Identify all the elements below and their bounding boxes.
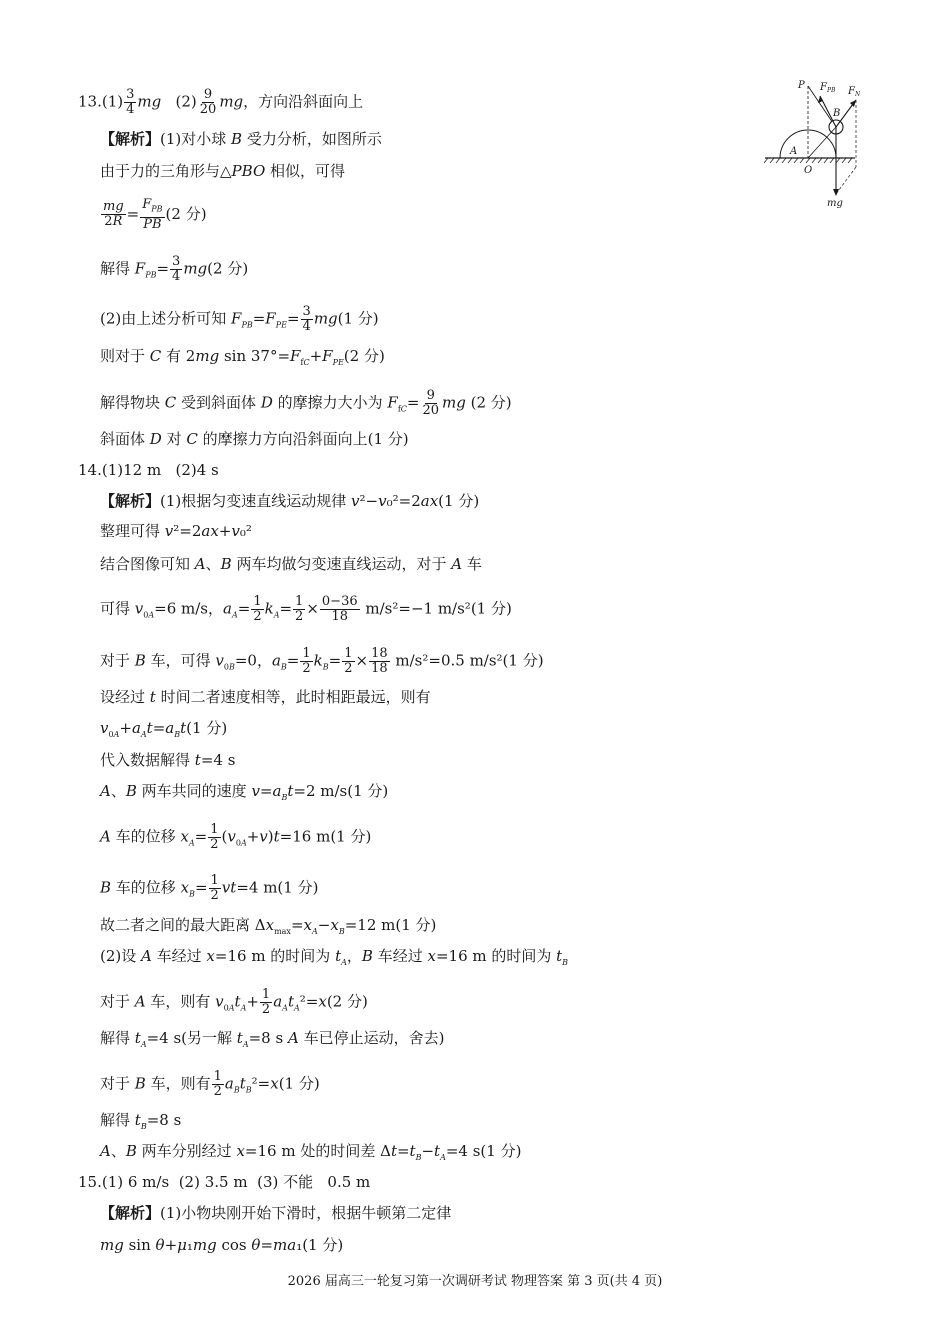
text-line: A 车的位移 $x_A=$ $\frac{1}{2}$ $(v_{0A}+v)t=16$ m(1 分) xyxy=(100,822,372,852)
text-line: 解得 $t_B=8$ s xyxy=(100,1111,182,1131)
text-line: mg sin θ+μ₁mg cos θ=ma₁(1 分) xyxy=(100,1236,344,1254)
text-line: 14.(1)12 m (2)4 s xyxy=(78,461,219,479)
text-line: $v_{0A}+a_At=a_Bt(1$ 分) xyxy=(100,719,228,739)
label-f-n: $F_N$ xyxy=(848,86,860,98)
text-line: 可得 $v_{0A}=6$ m/s，$a_A=$ $\frac{1}{2}$ $k_A=$ $\frac{1}{2}$ × $\frac{0-36}{18}$ m/s²=−1 m/s²(1 分) xyxy=(100,594,512,624)
text-line: 由于力的三角形与△PBO 相似，可得 xyxy=(100,162,346,180)
text-line: (2)设 A 车经过 x=16 m 的时间为 $t_A$，B 车经过 x=16 m 的时间为 $t_B$ xyxy=(100,947,569,967)
text-line: 对于 B 车，可得 $v_{0B}=0$，$a_B=$ $\frac{1}{2}$ $k_B=$ $\frac{1}{2}$ × $\frac{18}{18}$ m/s²=0.5 m/s²(1 分) xyxy=(100,646,544,676)
ground-hatch xyxy=(764,158,852,163)
text-line: 解得物块 C 受到斜面体 D 的摩擦力大小为 $F_{fC}=$ $\frac{9}{20}$ mg (2 分) xyxy=(100,388,512,418)
label-f-pb: $F_{PB}$ xyxy=(820,82,836,94)
dashed-diagonal xyxy=(836,167,856,194)
text-line: 设经过 t 时间二者速度相等，此时相距最远，则有 xyxy=(100,688,431,706)
label-a: A xyxy=(790,146,798,157)
text-line: 【解析】(1)对小球 B 受力分析，如图所示 xyxy=(100,130,382,148)
text-line: A、B 两车共同的速度 $v=a_Bt=2$ m/s(1 分) xyxy=(100,782,389,802)
text-line: 对于 A 车，则有 $v_{0A}t_A+$ $\frac{1}{2}$ $a_At_A^2=x(2$ 分) xyxy=(100,987,368,1017)
label-o: O xyxy=(804,165,813,176)
mg-arrowhead xyxy=(833,189,839,196)
text-line: 解得 $t_A=4$ s(另一解 $t_A=8$ s A 车已停止运动，舍去) xyxy=(100,1029,445,1049)
text-line: 结合图像可知 A、B 两车均做匀变速直线运动，对于 A 车 xyxy=(100,555,482,573)
f-n-arrowhead xyxy=(850,100,856,107)
text-line: (2)由上述分析可知 $F_{PB}=F_{PE}=$ $\frac{3}{4}$ mg(1 分) xyxy=(100,304,379,334)
text-line: 故二者之间的最大距离 $\Delta x_{max}=x_A-x_B=12$ m(1 分) xyxy=(100,916,437,936)
force-diagram xyxy=(760,72,860,212)
text-line: 斜面体 D 对 C 的摩擦力方向沿斜面向上(1 分) xyxy=(100,430,409,448)
text-line: 解得 $F_{PB}=$ $\frac{3}{4}$ mg(2 分) xyxy=(100,254,249,284)
text-line: 则对于 C 有 2mg $\sin 37^\circ=F_{fC}+F_{PE}(2$ 分) xyxy=(100,347,385,367)
text-line: 【解析】(1)根据匀变速直线运动规律 v²−v₀²=2ax(1 分) xyxy=(100,492,480,510)
label-p: P xyxy=(798,80,805,91)
text-line: 【解析】(1)小物块刚开始下滑时，根据牛顿第二定律 xyxy=(100,1204,452,1222)
page-footer: 2026 届高三一轮复习第一次调研考试 物理答案 第 3 页(共 4 页) xyxy=(287,1274,663,1289)
text-line: B 车的位移 $x_B=$ $\frac{1}{2}$ vt=4 m(1 分) xyxy=(100,873,319,903)
text-line: 13.(1) $\frac{3}{4}$ mg (2) $\frac{9}{20}$ mg，方向沿斜面向上 xyxy=(78,87,364,117)
label-mg: mg xyxy=(827,198,843,209)
text-line: 整理可得 v²=2ax+v₀² xyxy=(100,522,252,540)
text-line: A、B 两车分别经过 x=16 m 处的时间差 $\Delta t=t_B-t_A=4$ s(1 分) xyxy=(100,1142,522,1162)
text-line: 代入数据解得 t=4 s xyxy=(100,751,236,769)
text-line: $\frac{mg}{2R}$ = $\frac{F_{PB}}{PB}$ (2 分) xyxy=(103,197,207,232)
text-line: 对于 B 车，则有 $\frac{1}{2}$ $a_Bt_B^2=x(1$ 分) xyxy=(100,1069,320,1099)
text-line: 15.(1) 6 m/s (2) 3.5 m (3) 不能 0.5 m xyxy=(78,1173,371,1191)
label-b: B xyxy=(833,108,841,119)
